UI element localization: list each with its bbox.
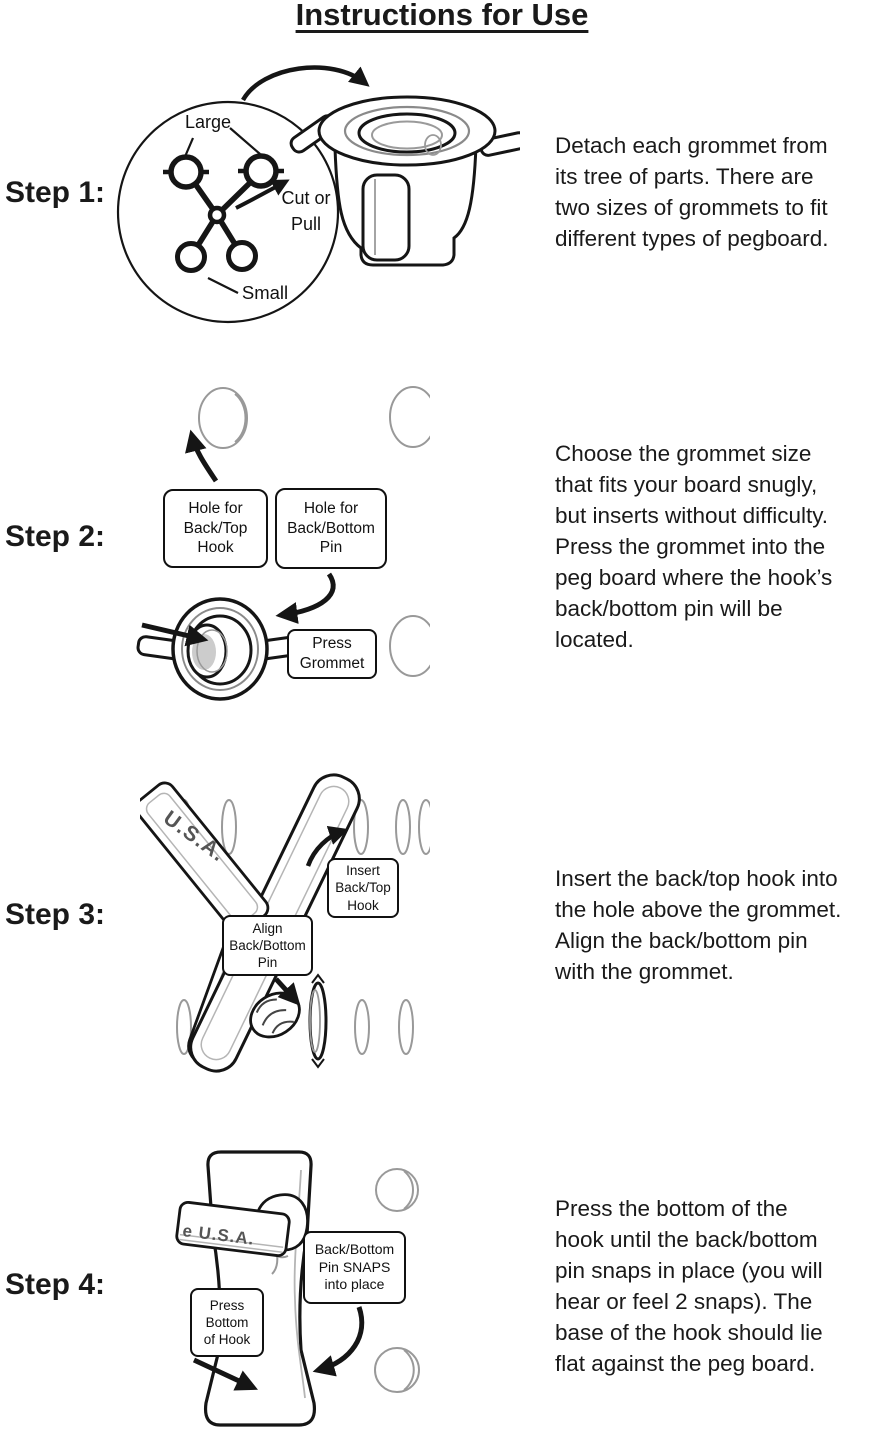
- grommet-3d-drawing: [288, 97, 520, 265]
- text-line: with the grommet.: [555, 959, 734, 984]
- usa-stamp: e U.S.A.: [181, 1221, 256, 1249]
- text-line: Hook: [197, 539, 234, 557]
- grommet-side-view: [310, 975, 326, 1067]
- large-grommet-top-right: [238, 156, 284, 186]
- text-line: Back/Bottom: [314, 1240, 395, 1257]
- text-line: Pin: [257, 955, 278, 971]
- page-title-text: Instructions for Use: [295, 0, 589, 32]
- step-3-label: Step 3:: [5, 898, 106, 931]
- text-line: Hole for: [188, 499, 243, 517]
- text-line: Press: [312, 635, 352, 653]
- text-line: Back/Bottom: [287, 519, 375, 537]
- callout-press-bottom-of-hook: [190, 1288, 264, 1357]
- grommet-front-drawing: [137, 599, 303, 699]
- text-line: Back/Bottom: [229, 937, 306, 953]
- text-line: back/bottom pin will be: [555, 596, 783, 621]
- usa-stamp: U.S.A.: [159, 806, 230, 867]
- callout-press-grommet: [287, 629, 377, 679]
- text-line: into place: [324, 1276, 385, 1293]
- label-cut-or-pull: [274, 185, 338, 237]
- callout-hole-back-bottom-pin: [275, 488, 387, 569]
- text-line: Back/Top: [183, 519, 248, 537]
- small-grommet-bottom-right: [229, 243, 256, 270]
- text-line: of Hook: [203, 1332, 251, 1348]
- step-1-description: [555, 130, 884, 254]
- text-line: Align: [252, 920, 283, 936]
- step-4-description: [555, 1193, 884, 1379]
- large-grommet-top-left: [163, 157, 209, 187]
- step-2-description: [555, 438, 884, 655]
- step-3-description: [555, 863, 884, 987]
- text-line: Cut or: [281, 188, 331, 208]
- step-2-label: Step 2:: [5, 520, 106, 553]
- text-line: Bottom: [205, 1314, 249, 1330]
- text-line: Insert: [346, 863, 380, 879]
- callout-hole-back-top-hook: [163, 489, 268, 568]
- snaps-arrow-icon: [319, 1307, 362, 1370]
- text-line: Press the grommet into the: [555, 534, 826, 559]
- callout-insert-back-top-hook: [327, 858, 399, 918]
- text-line: Grommet: [299, 655, 365, 672]
- text-line: its tree of parts. There are: [555, 164, 814, 189]
- label-large: Large: [184, 112, 232, 132]
- text-line: hear or feel 2 snaps). The: [555, 1289, 813, 1314]
- callout-align-back-bottom-pin: [222, 915, 313, 976]
- detach-arrow-icon: [243, 68, 365, 100]
- step-1-label: Step 1:: [5, 176, 106, 209]
- text-line: but inserts without difficulty.: [555, 503, 829, 528]
- label-small: Small: [241, 282, 289, 303]
- text-line: Press the bottom of the: [555, 1196, 788, 1221]
- text-line: different types of pegboard.: [555, 226, 829, 251]
- text-line: peg board where the hook’s: [555, 565, 833, 590]
- text-line: pin snaps in place (you will: [555, 1258, 823, 1283]
- text-line: the hole above the grommet.: [555, 897, 842, 922]
- text-line: flat against the peg board.: [555, 1351, 816, 1376]
- text-line: Align the back/bottom pin: [555, 928, 808, 953]
- text-line: Press: [209, 1297, 245, 1313]
- callout-pin-snaps-into-place: [303, 1231, 406, 1304]
- small-leader-line: [208, 278, 238, 293]
- text-line: hook until the back/bottom: [555, 1227, 818, 1252]
- small-grommet-bottom-left: [178, 244, 205, 271]
- text-line: Back/Top: [335, 880, 391, 896]
- text-line: base of the hook should lie: [555, 1320, 823, 1345]
- step-4-label: Step 4:: [5, 1268, 106, 1301]
- text-line: Hook: [347, 897, 379, 913]
- hole-pointer-arrow-icon: [192, 436, 216, 481]
- text-line: Insert the back/top hook into: [555, 866, 838, 891]
- text-line: two sizes of grommets to fit: [555, 195, 828, 220]
- text-line: Detach each grommet from: [555, 133, 828, 158]
- page-title: [0, 0, 884, 33]
- text-line: Pull: [290, 214, 321, 235]
- text-line: Choose the grommet size: [555, 441, 812, 466]
- text-line: that fits your board snugly,: [555, 472, 818, 497]
- text-line: located.: [555, 627, 634, 652]
- text-line: Pin SNAPS: [318, 1258, 391, 1275]
- text-line: Hole for: [303, 499, 359, 517]
- text-line: Pin: [319, 539, 343, 557]
- pin-hole-arrow-icon: [282, 574, 333, 615]
